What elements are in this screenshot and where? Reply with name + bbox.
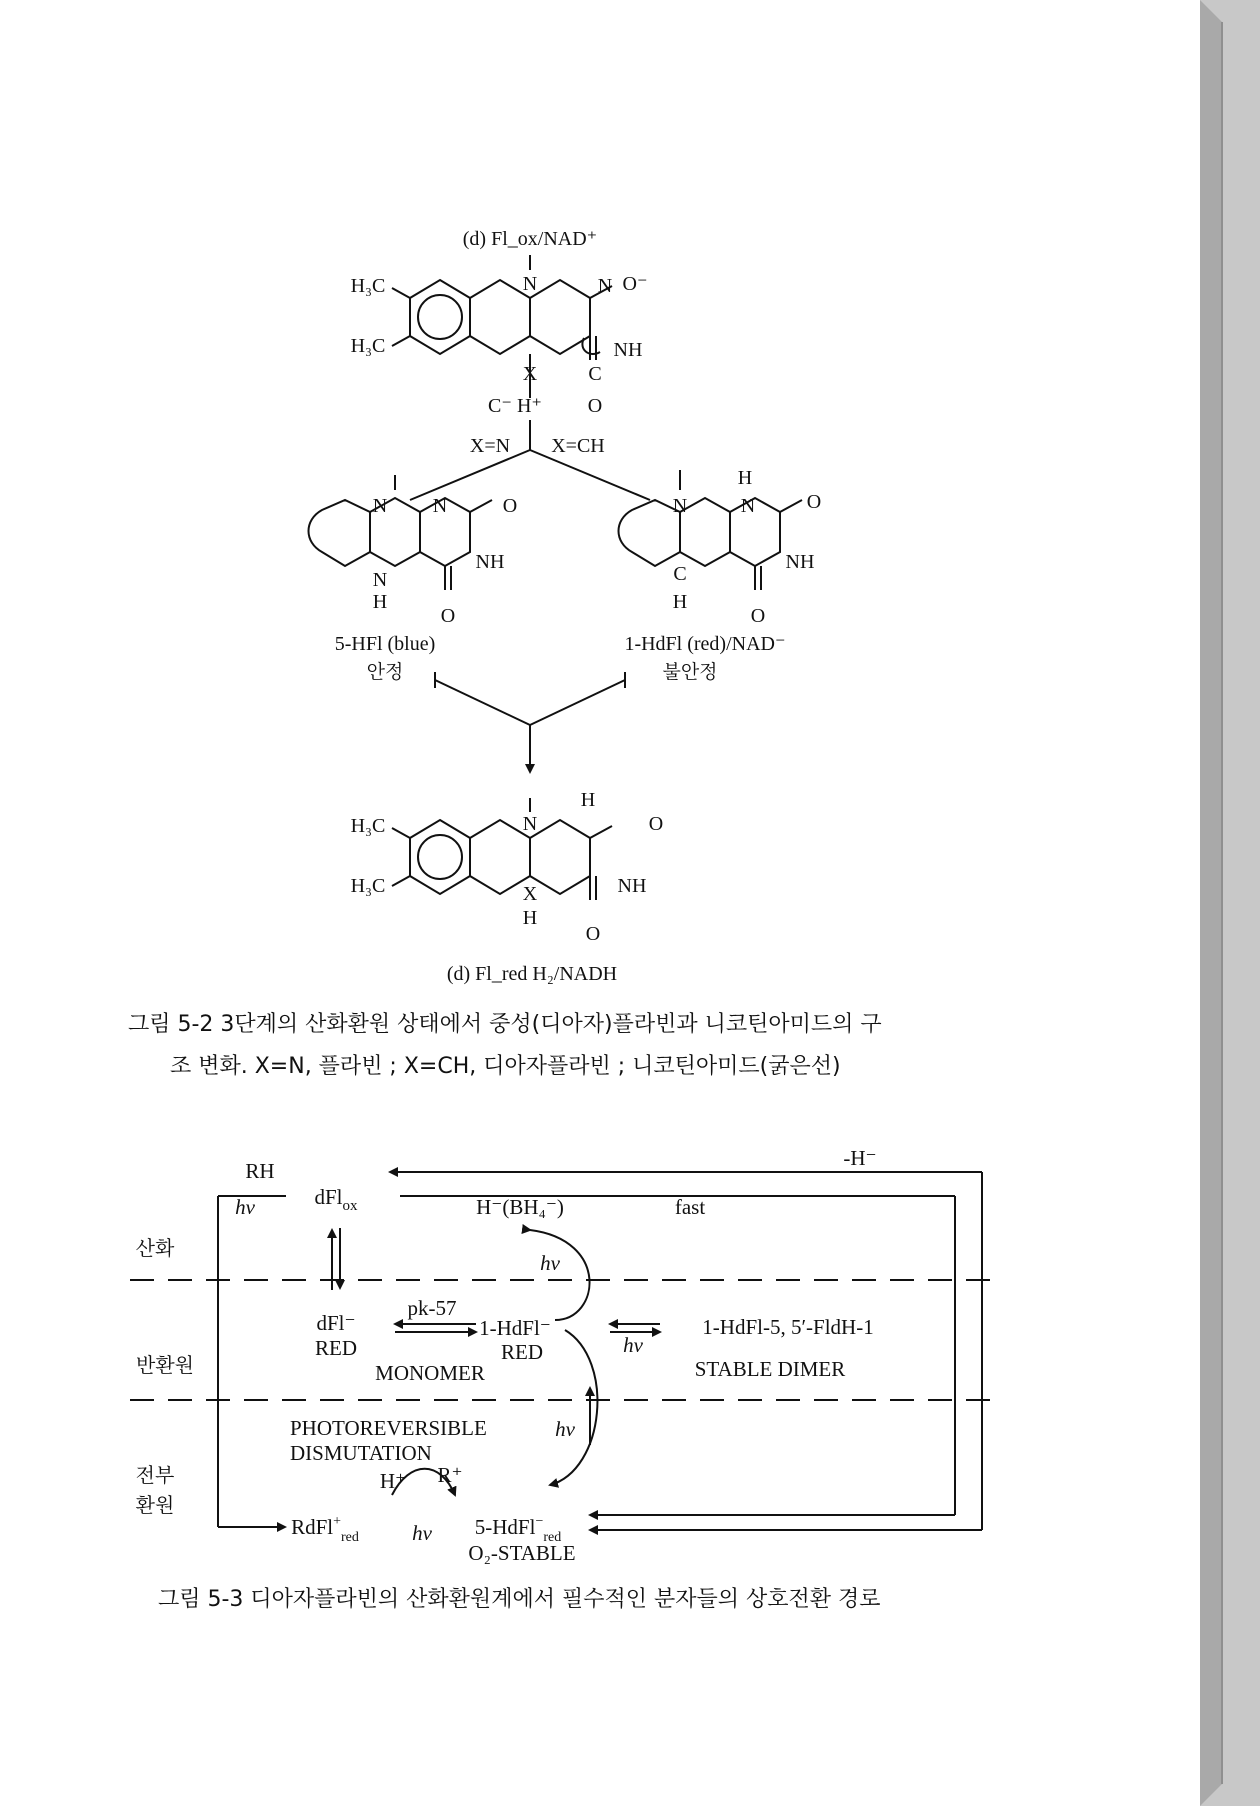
hv-label-5: hν — [412, 1521, 432, 1545]
svg-text:O⁻: O⁻ — [622, 273, 648, 295]
svg-text:H₃C: H₃C — [350, 275, 386, 297]
hv-label-2: hν — [540, 1251, 560, 1275]
h-plus-label: H⁺ — [379, 1469, 407, 1493]
svg-text:O: O — [648, 813, 664, 835]
right-product-stability: 불안정 — [662, 661, 718, 683]
svg-text:N: N — [672, 495, 688, 517]
h-minus-top: -H⁻ — [843, 1146, 877, 1170]
svg-text:O: O — [587, 395, 603, 417]
hv-label-1: hν — [235, 1195, 255, 1219]
svg-text:O: O — [502, 495, 518, 517]
svg-text:N: N — [372, 495, 388, 517]
r-plus-label: R⁺ — [437, 1463, 463, 1487]
svg-text:H: H — [672, 591, 688, 613]
hdfl5-sup: − — [535, 1514, 544, 1529]
svg-text:N: N — [597, 275, 613, 297]
hdfl5-label: 5-HdFl — [474, 1515, 536, 1539]
svg-text:X: X — [522, 883, 538, 905]
red-label-1: RED — [315, 1336, 357, 1360]
svg-text:O: O — [585, 923, 601, 945]
h-bh4-label: H⁻(BH₄⁻) — [476, 1195, 564, 1219]
photoreversible-label: PHOTOREVERSIBLE — [290, 1416, 487, 1440]
dimer-species-label: 1-HdFl-5, 5′-FldH-1 — [702, 1315, 874, 1339]
row-oxidized: 산화 — [135, 1236, 175, 1260]
figure-5-3-diagram — [0, 1130, 1200, 1590]
row-semireduced: 반환원 — [136, 1353, 194, 1377]
dismutation-label: DISMUTATION — [290, 1441, 432, 1465]
rdfl-label: RdFl — [291, 1515, 334, 1539]
svg-text:N: N — [432, 495, 448, 517]
left-product-name: 5-HFl (blue) — [334, 633, 436, 655]
fast-label: fast — [674, 1195, 706, 1219]
svg-text:H₃C: H₃C — [350, 335, 386, 357]
svg-text:H₃C: H₃C — [350, 815, 386, 837]
right-product-name: 1-HdFl (red)/NAD⁻ — [624, 633, 786, 655]
svg-text:H: H — [737, 467, 753, 489]
svg-text:NH: NH — [617, 875, 647, 897]
o2-stable-label: O₂-STABLE — [468, 1541, 576, 1565]
hdfl5-sub: red — [543, 1530, 562, 1545]
red-label-2: RED — [501, 1340, 543, 1364]
svg-text:O: O — [806, 491, 822, 513]
svg-text:C: C — [673, 563, 687, 585]
branch-left-label: X=N — [469, 435, 511, 457]
pk-label: pk-57 — [407, 1296, 457, 1320]
svg-text:N: N — [522, 813, 538, 835]
dflox-sub: ox — [342, 1198, 358, 1214]
svg-text:dFlox — [314, 1185, 358, 1214]
svg-text:O: O — [750, 605, 766, 627]
svg-text:N: N — [740, 495, 756, 517]
stable-dimer-label: STABLE DIMER — [694, 1357, 846, 1381]
row-fully-reduced-2: 환원 — [135, 1493, 175, 1517]
svg-text:X: X — [522, 363, 538, 385]
svg-text:C: C — [588, 363, 602, 385]
rh-label: RH — [245, 1159, 275, 1183]
svg-text:NH: NH — [785, 551, 815, 573]
svg-text:NH: NH — [475, 551, 505, 573]
svg-text:NH: NH — [613, 339, 643, 361]
svg-text:H: H — [580, 789, 596, 811]
rdfl-sub: red — [341, 1530, 359, 1545]
figure-5-2-caption-line1: 그림 5-2 3단계의 산화환원 상태에서 중성(디아자)플라빈과 니코틴아미드의 구 — [128, 1012, 882, 1037]
svg-text:C⁻ H⁺: C⁻ H⁺ — [488, 395, 542, 417]
fig52-bottom-label: (d) Fl_red H₂/NADH — [446, 963, 618, 985]
fig52-top-label: (d) Fl_ox/NAD⁺ — [462, 228, 598, 250]
svg-text:H₃C: H₃C — [350, 875, 386, 897]
dfl-minus-label: dFl⁻ — [316, 1311, 356, 1335]
svg-text:RdFl+red — [291, 1514, 359, 1545]
row-fully-reduced-1: 전부 — [135, 1463, 175, 1487]
branch-right-label: X=CH — [551, 435, 605, 457]
rdfl-sup: + — [333, 1514, 342, 1529]
hdfl-minus-label: 1-HdFl⁻ — [479, 1316, 551, 1340]
figure-5-2-caption-line2: 조 변화. X=N, 플라빈 ; X=CH, 디아자플라빈 ; 니코틴아미드(굵은선) — [170, 1054, 841, 1079]
figure-5-3-caption: 그림 5-3 디아자플라빈의 산화환원계에서 필수적인 분자들의 상호전환 경로 — [158, 1587, 881, 1612]
svg-text:N: N — [372, 569, 388, 591]
hv-label-4: hν — [555, 1417, 575, 1441]
svg-text:N: N — [522, 273, 538, 295]
hv-label-3: hν — [623, 1333, 643, 1357]
svg-text:O: O — [440, 605, 456, 627]
monomer-label: MONOMER — [375, 1361, 485, 1385]
left-product-stability: 안정 — [366, 661, 404, 683]
svg-text:H: H — [372, 591, 388, 613]
page-edge-shadow — [1200, 0, 1260, 1806]
svg-text:H: H — [522, 907, 538, 929]
dflox-label: dFl — [314, 1185, 343, 1209]
